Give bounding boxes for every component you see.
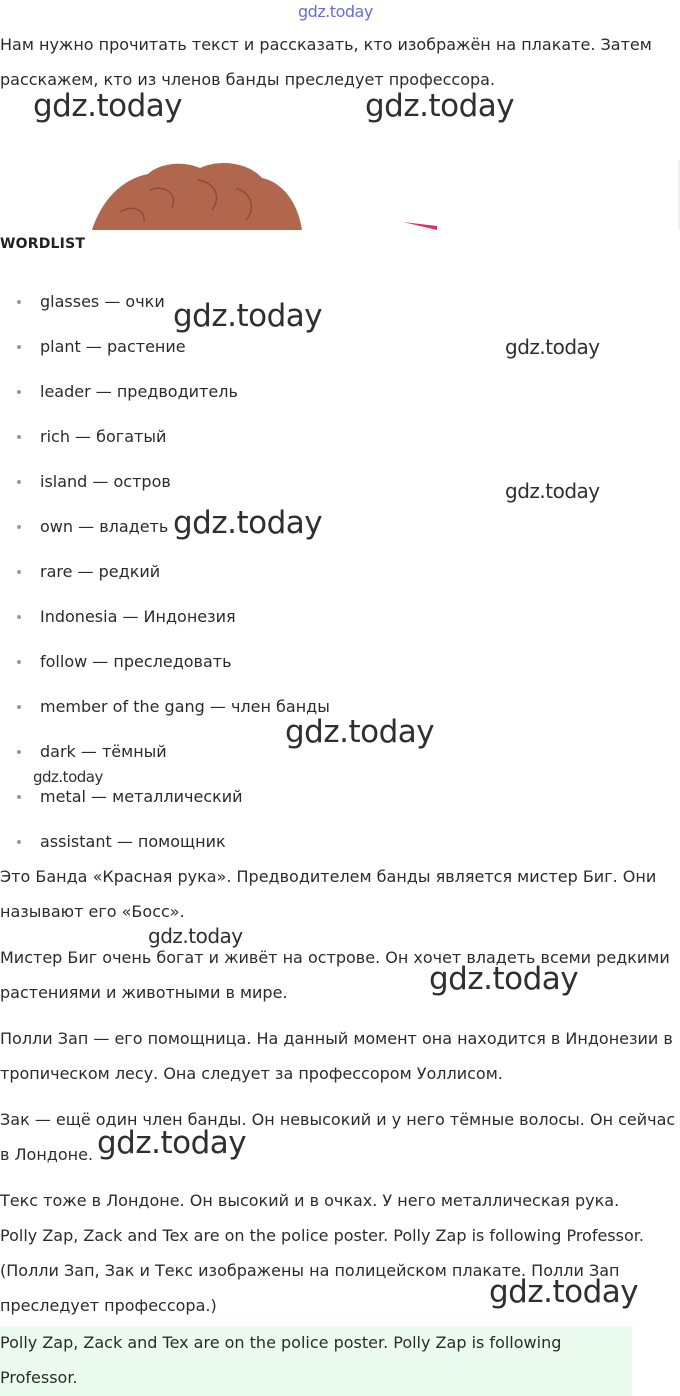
watermark: gdz.today <box>33 88 183 124</box>
answer-text: Polly Zap, Zack and Tex are on the police poster. Polly Zap is following Professor. <box>0 1333 562 1387</box>
list-item: own — владеть <box>0 504 330 549</box>
list-item: assistant — помощник <box>0 819 330 864</box>
watermark: gdz.today <box>97 1125 247 1161</box>
paragraph-zack: Зак — ещё один член банды. Он невысокий и у него тёмные волосы. Он сейчас в Лондоне. <box>0 1110 676 1164</box>
poster-illustration <box>0 160 680 230</box>
list-item: dark — тёмный <box>0 729 330 774</box>
list-item: rare — редкий <box>0 549 330 594</box>
paragraph-english-answer: Polly Zap, Zack and Tex are on the police poster. Polly Zap is following Professor. <box>0 1226 644 1245</box>
paragraph-tex: Текс тоже в Лондоне. Он высокий и в очках. У него металлическая рука. <box>0 1191 620 1210</box>
watermark: gdz.today <box>505 479 600 503</box>
watermark: gdz.today <box>505 335 600 359</box>
watermark: gdz.today <box>173 298 323 334</box>
list-item: plant — растение <box>0 324 330 369</box>
character-hair-illustration <box>0 160 680 230</box>
list-item: metal — металлический <box>0 774 330 819</box>
paragraph-translation: (Полли Зап, Зак и Текс изображены на полицейском плакате. Полли Зап преследует профессора.) <box>0 1261 620 1315</box>
list-item: glasses — очки <box>0 279 330 324</box>
list-item: leader — предводитель <box>0 369 330 414</box>
paragraph-gang: Это Банда «Красная рука». Предводителем банды является мистер Биг. Они называют его «Босс». <box>0 867 657 921</box>
wordlist-heading: WORDLIST <box>0 236 86 252</box>
watermark: gdz.today <box>429 961 579 997</box>
paragraph-mister-big: Мистер Биг очень богат и живёт на острове. Он хочет владеть всеми редкими растениями и животными в мире. <box>0 948 670 1002</box>
intro-paragraph: Нам нужно прочитать текст и рассказать, кто изображён на плакате. Затем расскажем, кто из членов банды преследует профессора. <box>0 35 652 89</box>
watermark: gdz.today <box>285 714 435 750</box>
list-item: island — остров <box>0 459 330 504</box>
watermark: gdz.today <box>148 924 243 948</box>
watermark: gdz.today <box>489 1274 639 1310</box>
list-item: follow — преследовать <box>0 639 330 684</box>
list-item: Indonesia — Индонезия <box>0 594 330 639</box>
paragraph-polly: Полли Зап — его помощница. На данный момент она находится в Индонезии в тропическом лесу. Она следует за профессором Уоллисом. <box>0 1029 673 1083</box>
watermark-top: gdz.today <box>298 2 373 21</box>
watermark: gdz.today <box>173 505 323 541</box>
list-item: rich — богатый <box>0 414 330 459</box>
watermark: gdz.today <box>365 88 515 124</box>
list-item: member of the gang — член банды <box>0 684 330 729</box>
watermark: gdz.today <box>33 768 103 786</box>
